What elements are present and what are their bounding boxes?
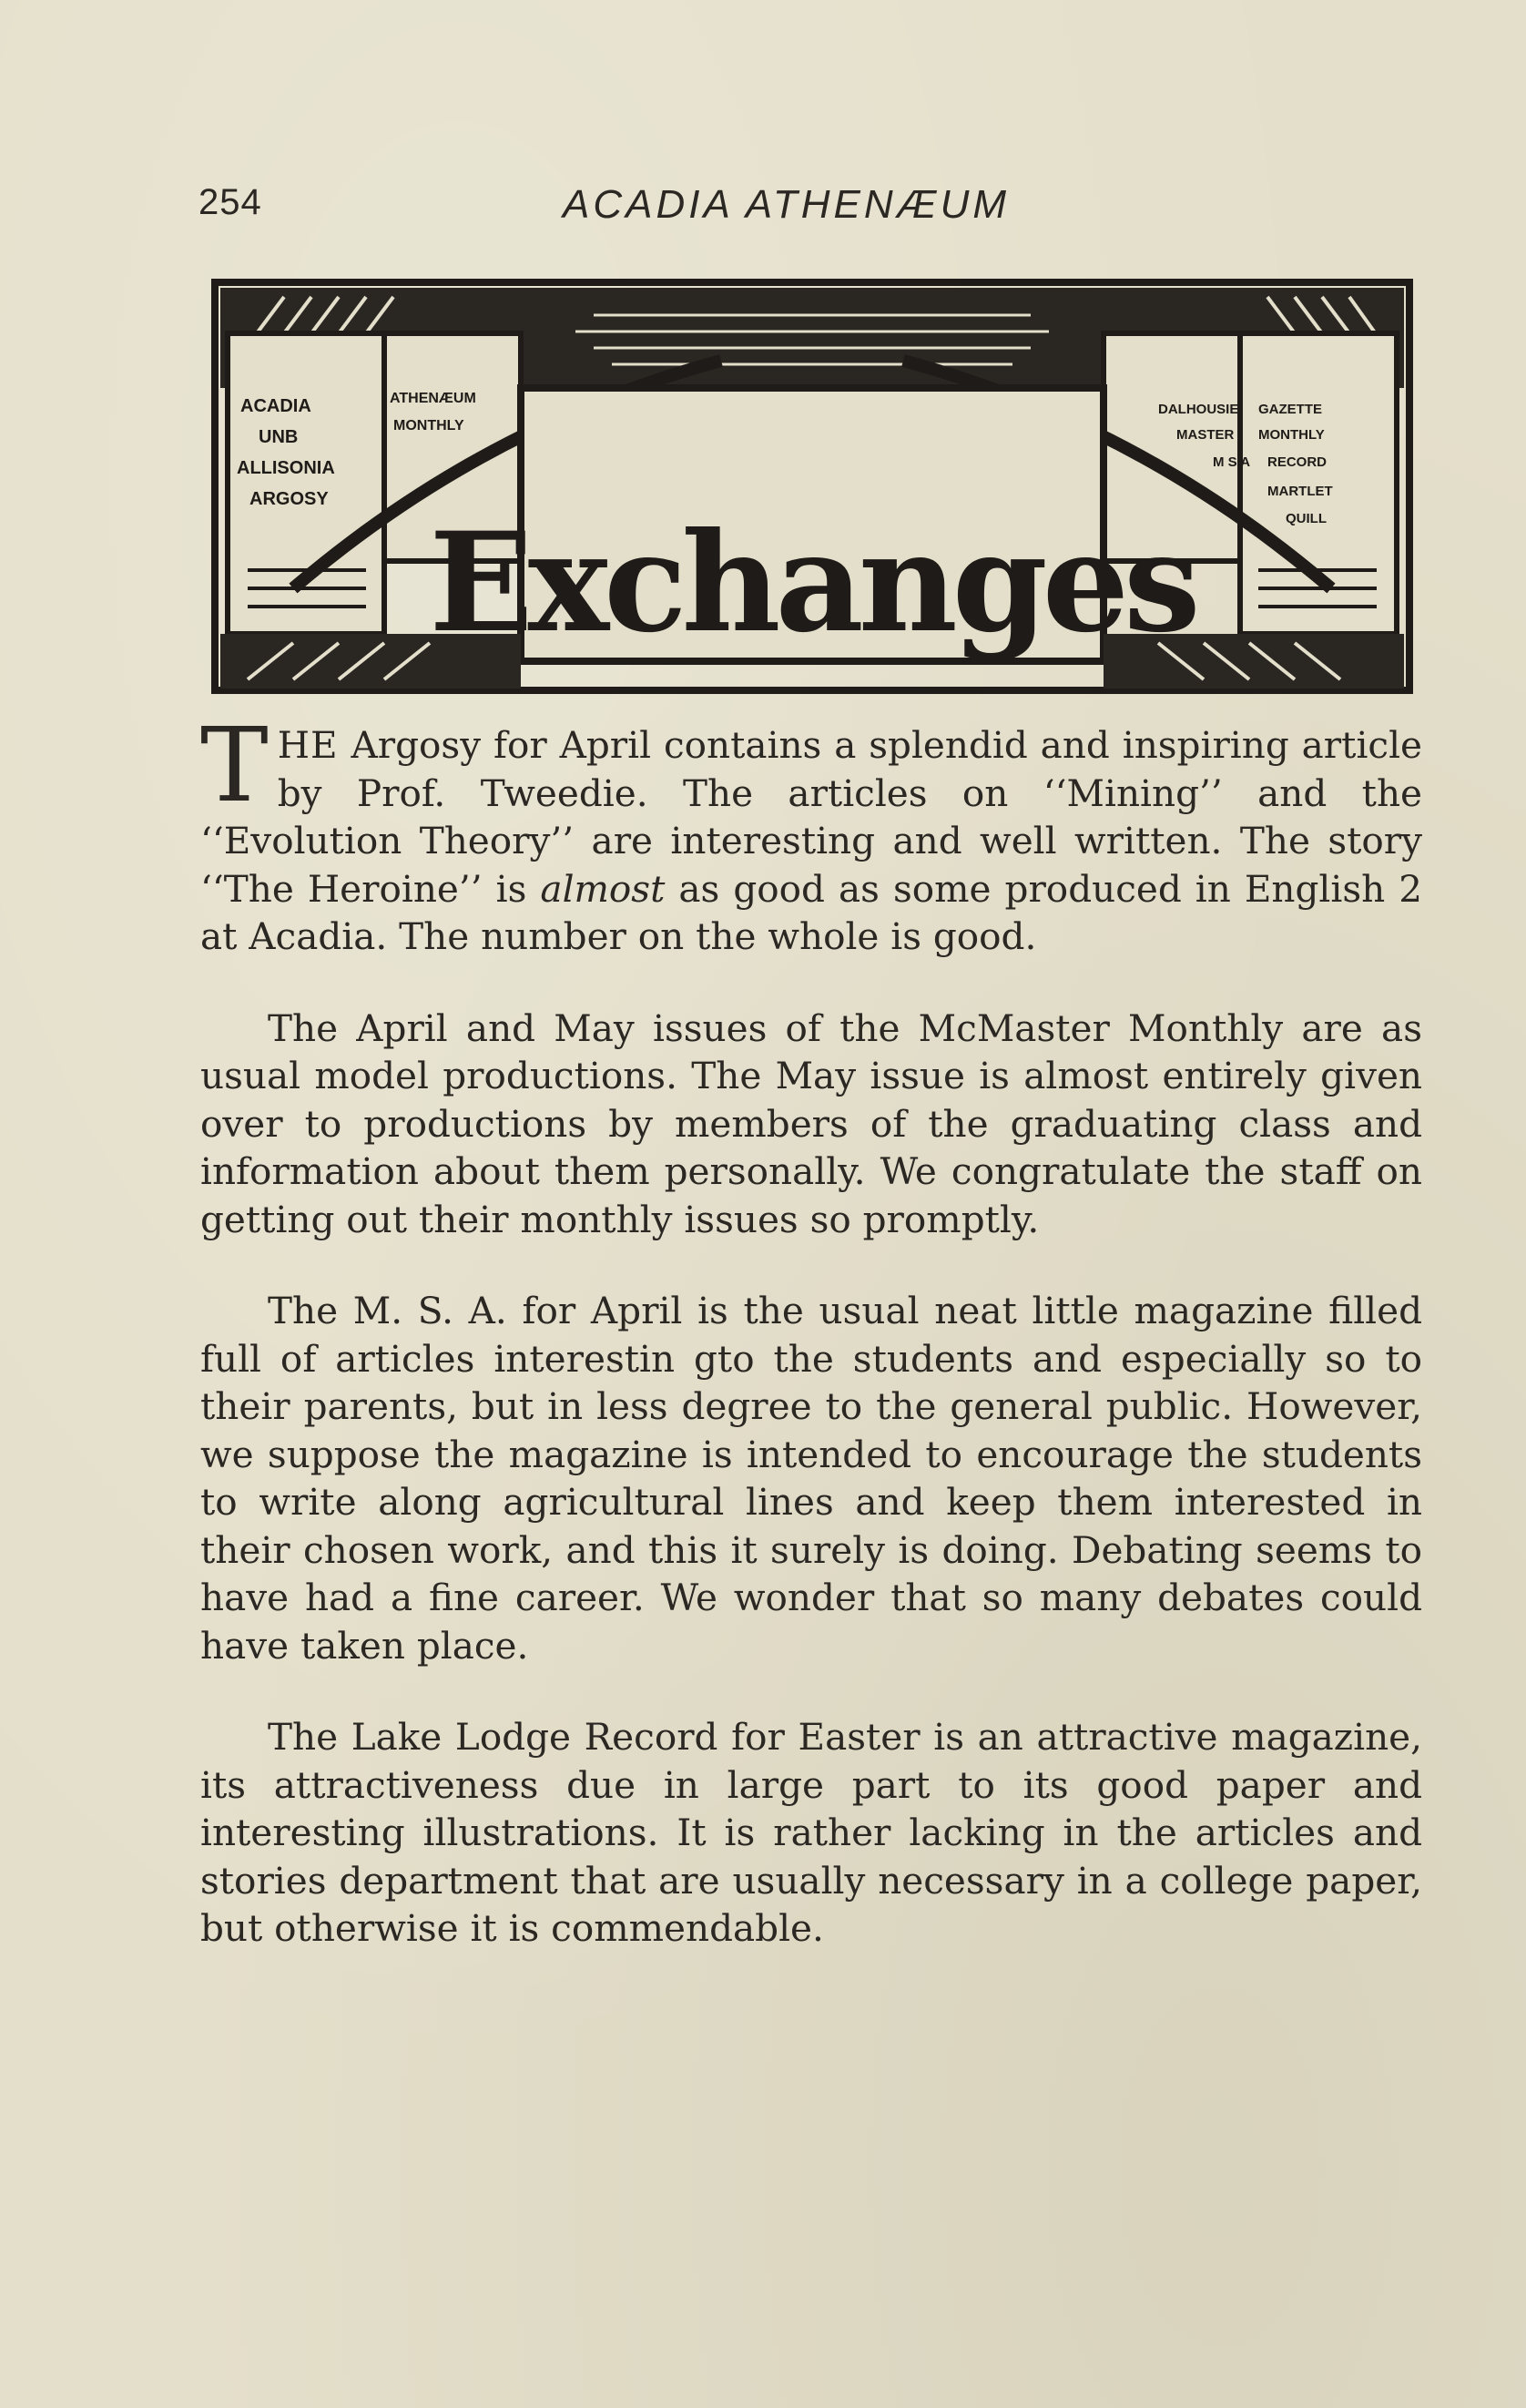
page-number: 254 — [198, 182, 262, 222]
dropcap: T — [200, 707, 269, 825]
paragraph-lead: HE — [277, 723, 339, 767]
banner-label-athenaeum: ATHENÆUM — [390, 391, 476, 406]
running-head — [198, 182, 1420, 237]
banner-label-unb: UNB — [259, 427, 299, 447]
exchanges-banner — [211, 279, 1413, 698]
paragraph-argosy — [200, 707, 1423, 961]
article-body — [200, 707, 1423, 1996]
banner-label-record: RECORD — [1267, 454, 1328, 470]
banner-label-msa: M S A — [1213, 454, 1251, 470]
paragraph-text: Argosy for April contains a splendid and inspiring article by Prof. Tweedie. The articles on ‘‘Mining’’ and the ‘‘Evolution Theory’’ are interesting and well written. The story ‘‘The Heroine’’ is — [200, 723, 1422, 911]
banner-label-allisonia: ALLISONIA — [237, 458, 335, 478]
journal-title: ACADIA ATHENÆUM — [563, 182, 1011, 227]
banner-title: Exchanges — [429, 503, 1195, 663]
paragraph-lake-lodge: The Lake Lodge Record for Easter is an attractive magazine, its attractiveness due in large part to its good paper and interesting illustrations. It is rather lacking in the articles and stories department that are usually necessary in a college paper, but otherwise it is commendable. — [200, 1715, 1422, 1950]
banner-label-acadia: ACADIA — [240, 396, 311, 416]
banner-label-quill: QUILL — [1286, 511, 1327, 526]
banner-illustration — [211, 279, 1413, 698]
paragraph-mcmaster: The April and May issues of the McMaster Monthly are as usual model productions. The May issue is almost entirely given over to productions by members of the graduating class and information about them personally. We congratulate the staff on getting out their monthly issues so promptly. — [200, 1005, 1422, 1241]
paragraph-msa: The M. S. A. for April is the usual neat little magazine filled full of articles interestin gto the students and especially so to their parents, but in less degree to the general public. However, we suppose the magazine is intended to encourage the students to write along agricultural lines and keep them interested in their chosen work, and this it surely is doing. Debating seems to have had a fine career. We wonder that so many debates could have taken place. — [200, 1289, 1422, 1668]
emphasis-text: almost — [540, 866, 666, 911]
banner-label-master: MASTER — [1176, 427, 1235, 443]
banner-label-dalhousie: DALHOUSIE — [1158, 402, 1239, 417]
banner-label-martlet: MARTLET — [1267, 484, 1333, 499]
paragraph-tail: as good as some produced in English 2 at Acadia. The number on the whole is good. — [200, 866, 1423, 958]
banner-label-gazette: GAZETTE — [1258, 402, 1322, 417]
banner-label-monthly-right: MONTHLY — [1258, 427, 1325, 443]
banner-label-argosy: ARGOSY — [249, 489, 329, 509]
banner-label-monthly-left: MONTHLY — [393, 418, 464, 434]
